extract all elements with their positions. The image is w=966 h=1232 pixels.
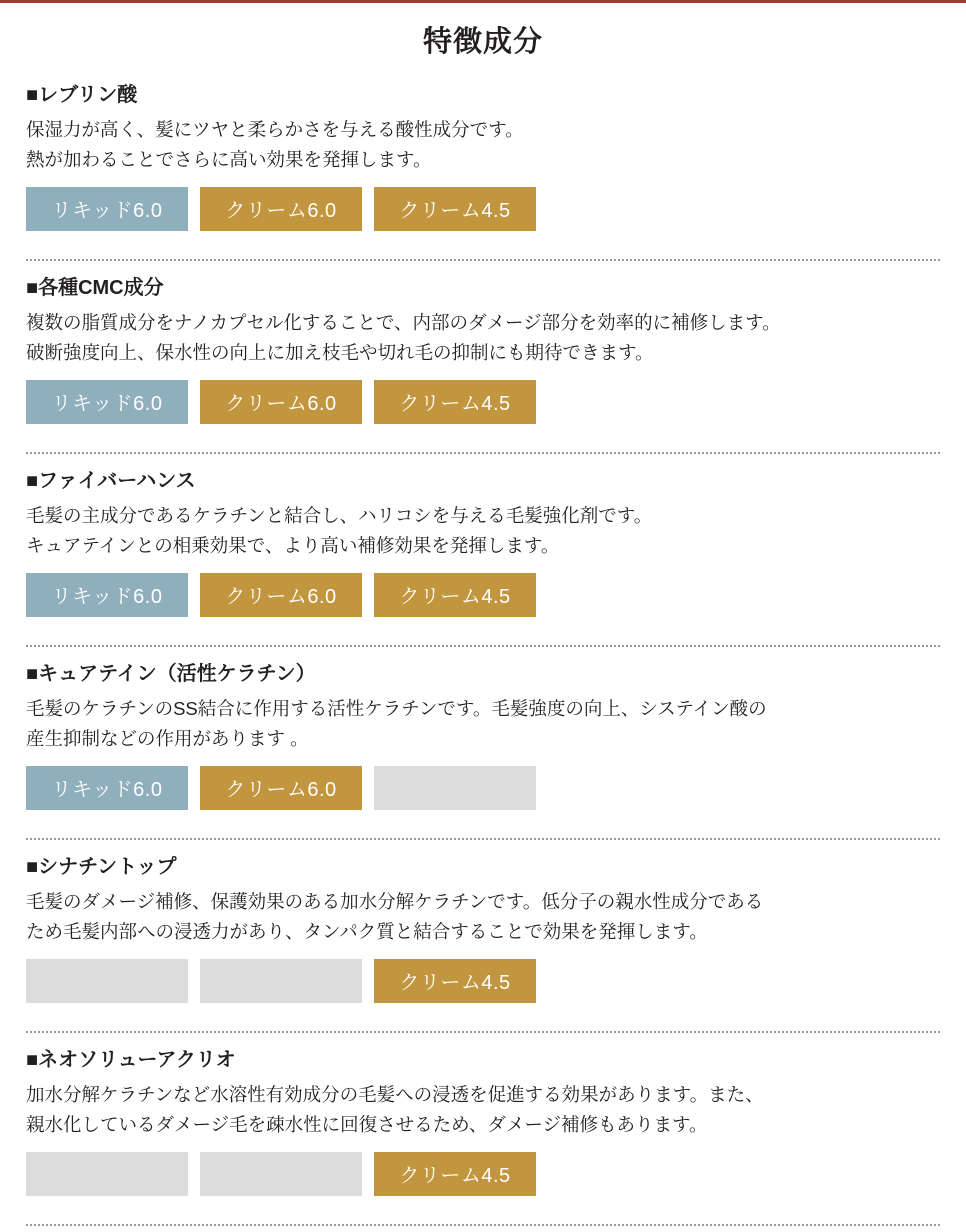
section-heading: ■レブリン酸 bbox=[26, 84, 138, 106]
page-title: 特徴成分 bbox=[422, 26, 543, 58]
product-badge-row bbox=[26, 380, 940, 424]
description-line: 親水化しているダメージ毛を疎水性に回復させるため、ダメージ補修もあります。 bbox=[26, 1113, 708, 1135]
description-line: ため毛髪内部への浸透力があり、タンパク質と結合することで効果を発揮します。 bbox=[26, 920, 708, 942]
product-badge-empty bbox=[200, 959, 362, 1003]
section-description bbox=[26, 308, 926, 368]
product-badge: クリーム4.5 bbox=[374, 1152, 536, 1196]
description-line: 産生抑制などの作用があります 。 bbox=[26, 727, 309, 749]
section-divider bbox=[26, 1031, 940, 1033]
section-heading: ■各種CMC成分 bbox=[26, 276, 164, 299]
ingredient-section bbox=[0, 854, 966, 1027]
section-heading: ■ネオソリューアクリオ bbox=[26, 1048, 236, 1071]
description-line: 複数の脂質成分をナノカプセル化することで、内部のダメージ部分を効率的に補修します。 bbox=[26, 311, 781, 333]
product-badge-row bbox=[26, 1152, 940, 1196]
section-heading: ■キュアテイン（活性ケラチン） bbox=[26, 662, 316, 685]
product-badge: クリーム4.5 bbox=[374, 380, 536, 424]
product-badge: リキッド6.0 bbox=[26, 187, 188, 231]
product-badge: クリーム6.0 bbox=[200, 766, 362, 810]
top-accent-rule bbox=[0, 0, 966, 3]
product-badge: クリーム6.0 bbox=[200, 573, 362, 617]
product-badge-row bbox=[26, 959, 940, 1003]
section-inner bbox=[26, 854, 940, 1027]
section-divider bbox=[26, 259, 940, 261]
description-line: 毛髪のケラチンのSS結合に作用する活性ケラチンです。毛髪強度の向上、システイン酸の bbox=[26, 697, 767, 719]
section-description bbox=[26, 501, 926, 561]
section-description bbox=[26, 694, 926, 754]
product-badge: リキッド6.0 bbox=[26, 573, 188, 617]
product-badge: リキッド6.0 bbox=[26, 380, 188, 424]
section-inner bbox=[26, 661, 940, 834]
section-divider bbox=[26, 645, 940, 647]
product-badge: クリーム6.0 bbox=[200, 380, 362, 424]
ingredient-section bbox=[0, 1047, 966, 1220]
section-inner bbox=[26, 468, 940, 641]
ingredient-section bbox=[0, 82, 966, 255]
product-badge-empty bbox=[374, 766, 536, 810]
ingredient-section bbox=[0, 275, 966, 448]
product-badge: クリーム6.0 bbox=[200, 187, 362, 231]
description-line: 熱が加わることでさらに高い効果を発揮します。 bbox=[26, 148, 432, 170]
product-badge-row bbox=[26, 573, 940, 617]
section-inner bbox=[26, 1047, 940, 1220]
section-divider bbox=[26, 838, 940, 840]
ingredient-section bbox=[0, 468, 966, 641]
section-heading: ■ファイバーハンス bbox=[26, 469, 196, 492]
product-badge-empty bbox=[26, 1152, 188, 1196]
section-description bbox=[26, 115, 926, 175]
description-line: 保湿力が高く、髪にツヤと柔らかさを与える酸性成分です。 bbox=[26, 119, 524, 140]
product-badge: クリーム4.5 bbox=[374, 573, 536, 617]
sections-container bbox=[0, 82, 966, 1226]
section-divider bbox=[26, 1224, 940, 1226]
section-description bbox=[26, 887, 926, 947]
section-divider bbox=[26, 452, 940, 454]
section-inner bbox=[26, 275, 940, 448]
product-badge-row bbox=[26, 766, 940, 810]
ingredient-section bbox=[0, 661, 966, 834]
product-badge: リキッド6.0 bbox=[26, 766, 188, 810]
section-heading: ■シナチントップ bbox=[26, 855, 177, 878]
product-badge-empty bbox=[26, 959, 188, 1003]
section-description bbox=[26, 1080, 926, 1140]
description-line: 破断強度向上、保水性の向上に加え枝毛や切れ毛の抑制にも期待できます。 bbox=[26, 341, 654, 363]
section-inner bbox=[26, 82, 940, 255]
product-badge-row bbox=[26, 187, 940, 231]
description-line: キュアテインとの相乗効果で、より高い補修効果を発揮します。 bbox=[26, 534, 560, 556]
description-line: 毛髪の主成分であるケラチンと結合し、ハリコシを与える毛髪強化剤です。 bbox=[26, 504, 653, 526]
product-badge: クリーム4.5 bbox=[374, 187, 536, 231]
description-line: 加水分解ケラチンなど水溶性有効成分の毛髪への浸透を促進する効果があります。また、 bbox=[26, 1083, 764, 1105]
product-badge-empty bbox=[200, 1152, 362, 1196]
description-line: 毛髪のダメージ補修、保護効果のある加水分解ケラチンです。低分子の親水性成分である bbox=[26, 890, 764, 912]
product-badge: クリーム4.5 bbox=[374, 959, 536, 1003]
